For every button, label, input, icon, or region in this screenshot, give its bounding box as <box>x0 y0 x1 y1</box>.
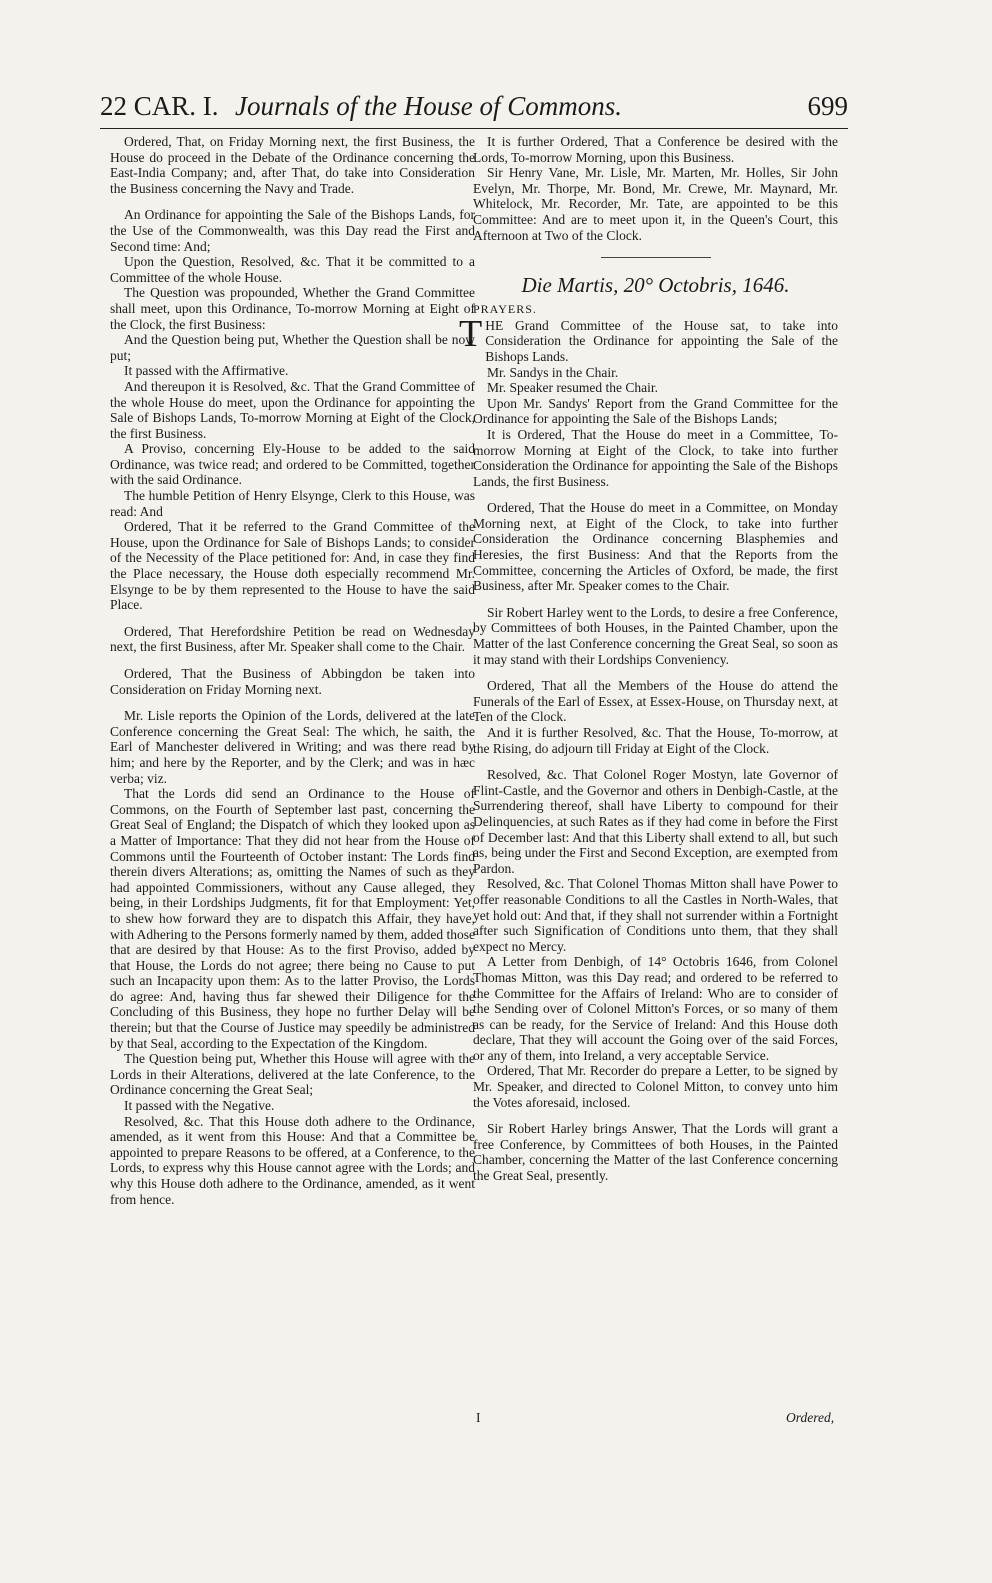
paragraph: Resolved, &c. That this House doth adhere to the Ordinance, amended, as it went from this House: And that a Committee be appointed to prepare Reasons to be offered, at a Conference, to the Lords, to express why this House cannot agree with the Lords; and why this House doth adhere to the Ordinance, amended, as it went from hence. <box>110 1113 475 1207</box>
paragraph: The Question being put, Whether this House will agree with the Lords in their Alterations, delivered at the late Conference, to the Ordinance concerning the Great Seal; <box>110 1051 475 1098</box>
paragraph: It passed with the Negative. <box>124 1098 275 1114</box>
left-column <box>110 134 475 1207</box>
paragraph: Sir Robert Harley brings Answer, That the Lords will grant a free Conference, by Committees of both Houses, in the Painted Chamber, concerning the Matter of the last Conference concerning the Great Seal, presently. <box>473 1121 838 1184</box>
catchword: Ordered, <box>786 1410 835 1425</box>
paragraph: An Ordinance for appointing the Sale of the Bishops Lands, for the Use of the Commonwealth, was this Day read the First and Second time: And; <box>110 207 475 254</box>
paragraph: Ordered, That all the Members of the House do attend the Funerals of the Earl of Essex, at Essex-House, on Thursday next, at Ten of the Clock. <box>473 678 838 725</box>
paragraph: It passed with the Affirmative. <box>124 363 289 379</box>
paragraph: Sir Henry Vane, Mr. Lisle, Mr. Marten, Mr. Holles, Sir John Evelyn, Mr. Thorpe, Mr. Bond, Mr. Crewe, Mr. Maynard, Mr. Whitelock, Mr. Recorder, Mr. Tate, are appointed to be this Committee: And are to meet upon it, in the Queen's Court, this Afternoon at Two of the Clock. <box>473 165 838 243</box>
paragraph: Ordered, That it be referred to the Grand Committee of the House, upon the Ordinance for Sale of Bishops Lands; to consider of the Necessity of the Place petitioned for: And, in case they find the Place necessary, the House doth especially recommend Mr. Elsynge to be by them represented to the House to have the said Place. <box>110 519 475 613</box>
paragraph: It is Ordered, That the House do meet in a Committee, To-morrow Morning at Eight of the Clock, to take into further Consideration the Ordinance for appointing the Sale of the Bishops Lands, the first Business. <box>473 426 838 489</box>
page-number: 699 <box>807 91 848 121</box>
paragraph: THE Grand Committee of the House sat, to take into Consideration the Ordinance for appointing the Sale of the Bishops Lands. <box>459 312 838 364</box>
paragraph: And the Question being put, Whether the Question shall be now put; <box>110 332 475 363</box>
paragraph: And thereupon it is Resolved, &c. That the Grand Committee of the whole House do meet, upon the Ordinance for appointing the Sale of Bishops Lands, To-morrow Morning at Eight of the Clock, the first Business. <box>110 378 475 441</box>
paragraph: Mr. Speaker resumed the Chair. <box>487 380 658 396</box>
paragraph: Resolved, &c. That Colonel Thomas Mitton shall have Power to offer reasonable Conditions to all the Castles in North-Wales, that yet hold out: And that, if they shall not surrender within a Fortnight after such Signification of Conditions unto them, that they shall expect no Mercy. <box>473 876 838 954</box>
running-title: Journals of the House of Commons. <box>235 91 622 121</box>
paragraph: Mr. Sandys in the Chair. <box>487 364 619 380</box>
paragraph: That the Lords did send an Ordinance to the House of Commons, on the Fourth of September last past, concerning the Great Seal of England; the Dispatch of which they looked upon as a Matter of Importance: That they did not hear from the House of Commons until the Fourteenth of October instant: The Lords find therein divers Alterations; as, omitting the Names of such as they had appointed Commissioners, without any Cause alleged, they being, in their Lordships Judgments, fit for that Employment: Yet, to shew how forward they are to dispatch this Affair, they have, with Adhering to the Persons formerly named by them, added those that are desired by that House: As to the first Proviso, added by that House, the Lords do not agree; there being no Cause to put such an Incapacity upon them: As to the latter Proviso, the Lords do agree: And, having thus far shewed their Diligence for the Concluding of this Business, they hope no further Delay will be therein; but that the Course of Justice may speedily be administred by that Seal, according to the Expectation of the Kingdom. <box>110 786 475 1051</box>
paragraph: The Question was propounded, Whether the Grand Committee shall meet, upon this Ordinance, To-morrow Morning at Eight of the Clock, the first Business: <box>110 285 475 332</box>
paragraph: Upon the Question, Resolved, &c. That it be committed to a Committee of the whole House. <box>110 254 475 285</box>
paragraph: Ordered, That Mr. Recorder do prepare a Letter, to be signed by Mr. Speaker, and directed to Colonel Mitton, to convey unto him the Votes aforesaid, inclosed. <box>473 1063 838 1110</box>
paragraph: And it is further Resolved, &c. That the House, To-morrow, at the Rising, do adjourn till Friday at Eight of the Clock. <box>473 725 838 756</box>
paragraph: Upon Mr. Sandys' Report from the Grand Committee for the Ordinance for appointing the Sale of the Bishops Lands; <box>473 395 838 427</box>
regnal-year: 22 CAR. I. <box>100 91 219 121</box>
page-header <box>100 84 848 129</box>
drop-cap: T <box>459 312 483 355</box>
paragraph: The humble Petition of Henry Elsynge, Clerk to this House, was read: And <box>110 488 475 519</box>
paragraph: Mr. Lisle reports the Opinion of the Lords, delivered at the late Conference concerning the Great Seal: The which, he saith, the Earl of Manchester delivered in Writing; and was there read by him; and here by the Reporter, and by the Clerk; and was in hæc verba; viz. <box>110 708 475 786</box>
paragraph: Ordered, That Herefordshire Petition be read on Wednesday next, the first Business, after Mr. Speaker shall come to the Chair. <box>110 623 475 655</box>
paragraph: A Letter from Denbigh, of 14° Octobris 1646, from Colonel Thomas Mitton, was this Day read; and ordered to be referred to the Committee for the Affairs of Ireland: Who are to consider of the Sending over of Colonel Mitton's Forces, or so many of them as can be ready, for the Service of Ireland: And this House doth declare, That they will account the Going over of the said Forces, or any of them, into Ireland, a very acceptable Service. <box>473 954 838 1063</box>
paragraph: It is further Ordered, That a Conference be desired with the Lords, To-morrow Morning, upon this Business. <box>473 134 838 165</box>
paragraph: Ordered, That the House do meet in a Committee, on Monday Morning next, at Eight of the Clock, to take into further Consideration the Ordinance concerning Blasphemies and Heresies, the first Business: And that the Reports from the Committee, concerning the Articles of Oxford, be made, the first Business, after Mr. Speaker comes to the Chair. <box>473 500 838 594</box>
paragraph: Sir Robert Harley went to the Lords, to desire a free Conference, by Committees of both Houses, in the Painted Chamber, upon the Matter of the last Conference concerning the Great Seal, so soon as it may stand with their Lordships Conveniency. <box>473 604 838 667</box>
prayers-heading: PRAYERS. <box>473 302 537 317</box>
section-divider <box>601 257 711 258</box>
date-heading: Die Martis, 20° Octobris, 1646. <box>521 273 790 298</box>
signature-mark: I <box>476 1410 481 1425</box>
paragraph: Resolved, &c. That Colonel Roger Mostyn, late Governor of Flint-Castle, and the Governor and others in Denbigh-Castle, at the Surrendering thereof, shall have Liberty to compound for their Delinquencies, at such Rates as if they had come in before the First of December last: And that this Liberty shall extend to all, but such as, being under the First and Second Exception, are exempted from Pardon. <box>473 767 838 876</box>
right-column <box>459 134 838 1184</box>
paragraph: Ordered, That the Business of Abbingdon be taken into Consideration on Friday Morning next. <box>110 666 475 697</box>
paragraph: Ordered, That, on Friday Morning next, the first Business, the House do proceed in the Debate of the Ordinance concerning the East-India Company; and, after That, do take into Consideration the Business concerning the Navy and Trade. <box>110 134 475 196</box>
paragraph: A Proviso, concerning Ely-House to be added to the said Ordinance, was twice read; and ordered to be Committed, together with the said Ordinance. <box>110 441 475 488</box>
